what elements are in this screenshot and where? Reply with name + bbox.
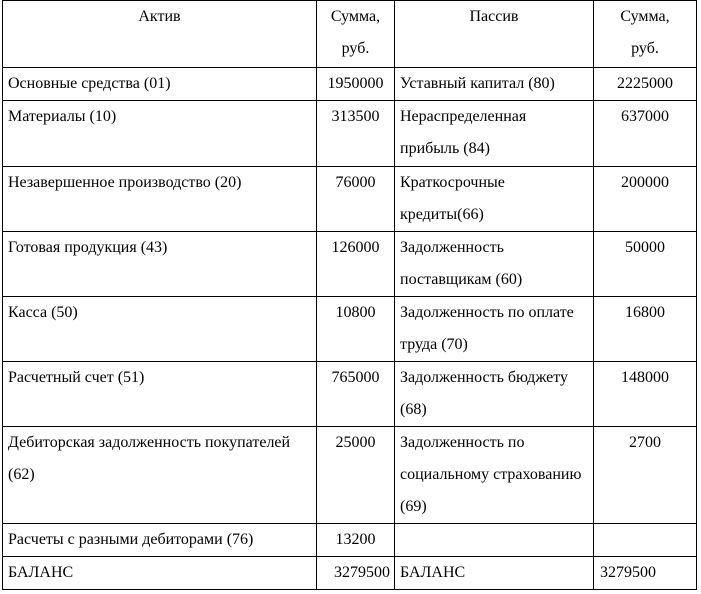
asset-sum-cell: 126000: [317, 232, 395, 297]
header-liability: Пассив: [395, 1, 594, 68]
total-liability-sum: 3279500: [594, 557, 697, 590]
liability-sum-cell: 2225000: [594, 68, 697, 101]
liability-cell: Нераспределенная прибыль (84): [395, 101, 594, 167]
header-asset-sum-line1: Сумма,: [330, 8, 381, 25]
balance-sheet-table: [2, 0, 697, 590]
liability-sum-cell: 200000: [594, 167, 697, 232]
header-liability-sum-line1: Сумма,: [620, 8, 670, 25]
liability-sum-cell: 16800: [594, 297, 697, 362]
table-row: [3, 427, 697, 524]
liability-sum-cell: [594, 524, 697, 557]
header-asset-sum: [317, 1, 395, 68]
liability-cell: Уставный капитал (80): [395, 68, 594, 101]
liability-sum-cell: 637000: [594, 101, 697, 167]
table-header-row: [3, 1, 697, 68]
header-asset: Актив: [3, 1, 317, 68]
liability-cell: [395, 524, 594, 557]
asset-sum-cell: 13200: [317, 524, 395, 557]
table-row: [3, 524, 697, 557]
table-row: [3, 362, 697, 427]
asset-sum-cell: 10800: [317, 297, 395, 362]
liability-sum-cell: 2700: [594, 427, 697, 524]
asset-cell: Касса (50): [3, 297, 317, 362]
total-asset-sum: 3279500: [317, 557, 395, 590]
liability-cell: Краткосрочные кредиты(66): [395, 167, 594, 232]
liability-sum-cell: 148000: [594, 362, 697, 427]
table-row: [3, 101, 697, 167]
table-row: [3, 167, 697, 232]
asset-cell: Основные средства (01): [3, 68, 317, 101]
asset-cell: Расчеты с разными дебиторами (76): [3, 524, 317, 557]
asset-cell: Расчетный счет (51): [3, 362, 317, 427]
asset-cell: Дебиторская задолженность покупателей (62): [3, 427, 317, 524]
asset-sum-cell: 1950000: [317, 68, 395, 101]
table-row: [3, 232, 697, 297]
total-liability-label: БАЛАНС: [395, 557, 594, 590]
asset-cell: Материалы (10): [3, 101, 317, 167]
total-row: [3, 557, 697, 590]
table-row: [3, 68, 697, 101]
asset-sum-cell: 76000: [317, 167, 395, 232]
liability-cell: Задолженность по социальному страхованию (69): [395, 427, 594, 524]
liability-cell: Задолженность бюджету (68): [395, 362, 594, 427]
asset-sum-cell: 313500: [317, 101, 395, 167]
liability-cell: Задолженность по оплате труда (70): [395, 297, 594, 362]
table-row: [3, 297, 697, 362]
liability-cell: Задолженность поставщикам (60): [395, 232, 594, 297]
header-liability-sum: [594, 1, 697, 68]
asset-sum-cell: 765000: [317, 362, 395, 427]
liability-sum-cell: 50000: [594, 232, 697, 297]
asset-cell: Незавершенное производство (20): [3, 167, 317, 232]
header-asset-sum-line2: руб.: [341, 40, 370, 57]
asset-cell: Готовая продукция (43): [3, 232, 317, 297]
total-asset-label: БАЛАНС: [3, 557, 317, 590]
header-liability-sum-line2: руб.: [631, 40, 659, 57]
asset-sum-cell: 25000: [317, 427, 395, 524]
